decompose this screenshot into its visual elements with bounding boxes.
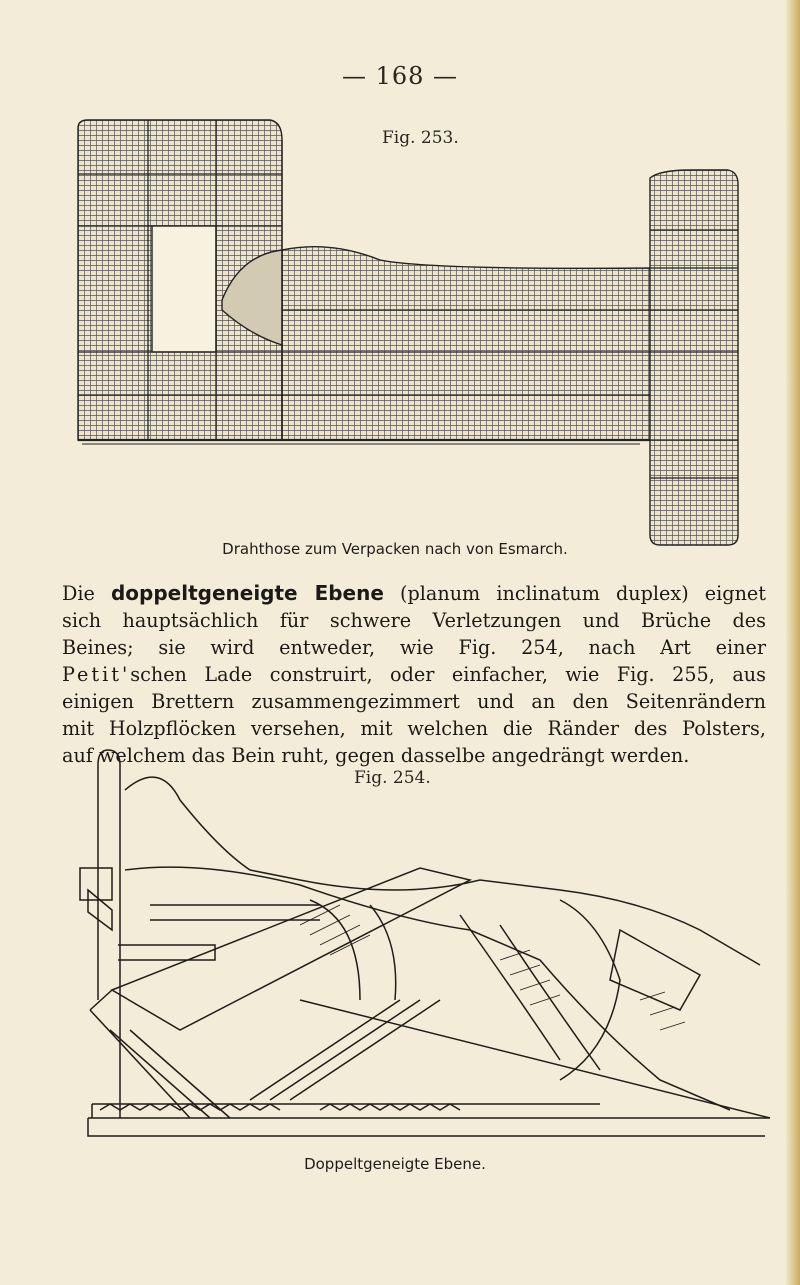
text-line-5: einigen Brettern zusammengezimmert und an den Seitenrändern [62,690,766,713]
text-line-6: mit Holzpflöcken versehen, mit welchen die Ränder des Polsters, [62,717,766,740]
figure-253-label: Fig. 253. [382,128,459,148]
text-segment: schen Lade construirt, oder einfacher, wie Fig. 255, aus [130,663,766,686]
figure-253-caption: Drahthose zum Verpacken nach von Esmarch. [222,540,568,558]
text-segment: (planum inclinatum duplex) eignet [383,582,766,605]
text-line-3: Beines; sie wird entweder, wie Fig. 254, nach Art einer [62,636,766,659]
spaced-name: Petit' [62,663,131,686]
figure-254-label: Fig. 254. [354,768,431,788]
text-line-7: auf welchem das Bein ruht, gegen dasselbe angedrängt werden. [62,744,690,767]
figure-254-caption: Doppeltgeneigte Ebene. [304,1155,486,1173]
text-line-2: sich hauptsächlich für schwere Verletzungen und Brüche des [62,609,766,632]
emphasized-term: doppeltgeneigte Ebene [110,581,384,605]
text-segment: Die [62,582,111,605]
page-number: — 168 — [341,62,459,90]
